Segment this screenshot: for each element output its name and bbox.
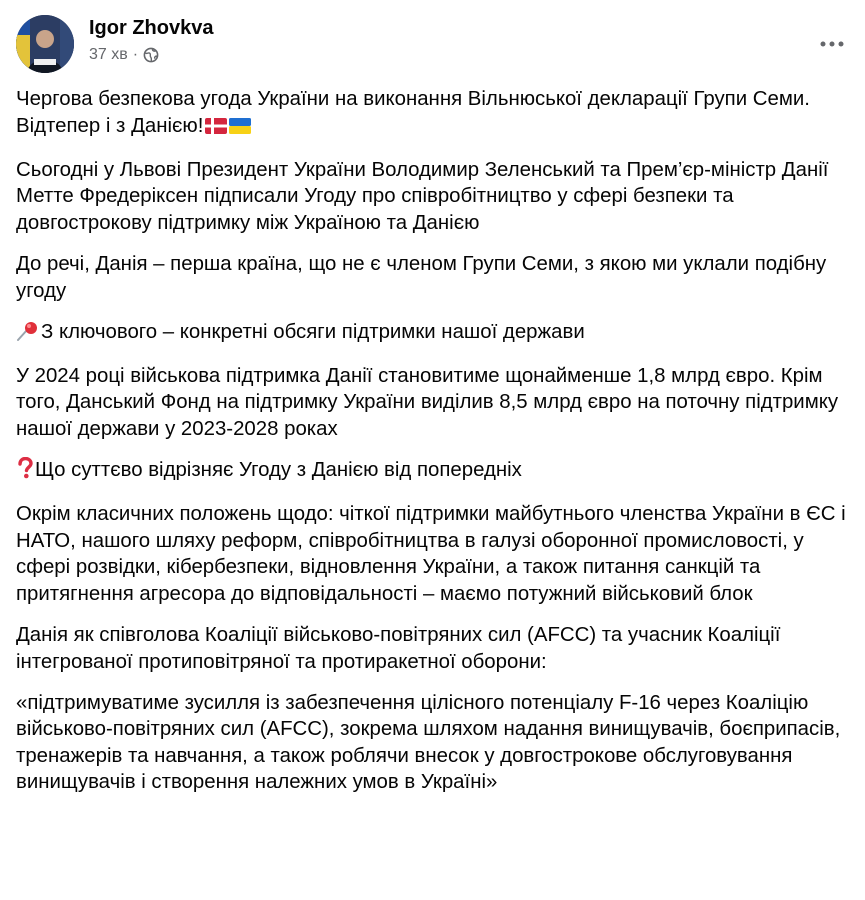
globe-icon[interactable] bbox=[143, 47, 159, 63]
author-name[interactable]: Igor Zhovkva bbox=[89, 17, 214, 39]
paragraph-7: Окрім класичних положень щодо: чіткої підтримки майбутнього членства України в ЄС і НАТО, нашого шляху реформ, співробітництва в галузі оборонної промисловості, у сфері розвідки, кібербезпеки, відновлення України, а також питання санкцій та притягнення агресора до відповідальності – маємо потужний військовий блок bbox=[16, 503, 846, 605]
paragraph-9: «підтримуватиме зусилля із забезпечення цілісного потенціалу F-16 через Коаліцію військово-повітряних сил (AFCC), зокрема шляхом надання винищувачів, боєприпасів, тренажерів та навчання, а також роблячи внесок у довгострокове обслуговування винищувачів і створення належних умов в Україні» bbox=[16, 691, 841, 794]
more-options-button[interactable] bbox=[815, 26, 849, 60]
red-question-mark-icon bbox=[16, 457, 34, 487]
more-horizontal-icon bbox=[820, 34, 844, 52]
author-block bbox=[89, 15, 213, 66]
paragraph-1-text: Чергова безпекова угода України на виконання Вільнюської декларації Групи Семи. Відтепер і з Данією! bbox=[16, 88, 810, 137]
paragraph-4-text: З ключового – конкретні обсяги підтримки нашої держави bbox=[41, 320, 585, 343]
round-pushpin-icon bbox=[16, 321, 40, 349]
post-time[interactable]: 37 хв bbox=[89, 46, 128, 63]
paragraph-5: У 2024 році військова підтримка Данії становитиме щонайменше 1,8 млрд євро. Крім того, Данський Фонд на підтримку України виділив 8,5 млрд євро на поточну підтримку нашої держави у 2023-2028 роках bbox=[16, 364, 839, 440]
ukraine-flag-icon bbox=[229, 116, 251, 143]
denmark-flag-icon bbox=[205, 116, 227, 143]
paragraph-2: Сьогодні у Львові Президент України Володимир Зеленський та Прем’єр-міністр Данії Метте Фредеріксен підписали Угоду про співробітництво у сфері безпеки та довгострокову підтримку між Україною та Данією bbox=[16, 158, 829, 234]
paragraph-6 bbox=[16, 457, 851, 487]
paragraph-1 bbox=[16, 86, 851, 142]
paragraph-4 bbox=[16, 319, 851, 349]
paragraph-3: До речі, Данія – перша країна, що не є членом Групи Семи, з якою ми уклали подібну угоду bbox=[16, 252, 827, 302]
paragraph-8: Данія як співголова Коаліції військово-повітряних сил (AFCC) та учасник Коаліції інтегрованої протиповітряної та протиракетної оборони: bbox=[16, 624, 781, 673]
post-meta bbox=[89, 44, 213, 66]
post-header bbox=[16, 12, 849, 76]
meta-separator: · bbox=[132, 46, 139, 63]
avatar[interactable] bbox=[16, 15, 74, 73]
post-body bbox=[16, 86, 851, 811]
avatar-image bbox=[16, 15, 74, 73]
paragraph-6-text: Що суттєво відрізняє Угоду з Данією від попередніх bbox=[35, 459, 522, 482]
